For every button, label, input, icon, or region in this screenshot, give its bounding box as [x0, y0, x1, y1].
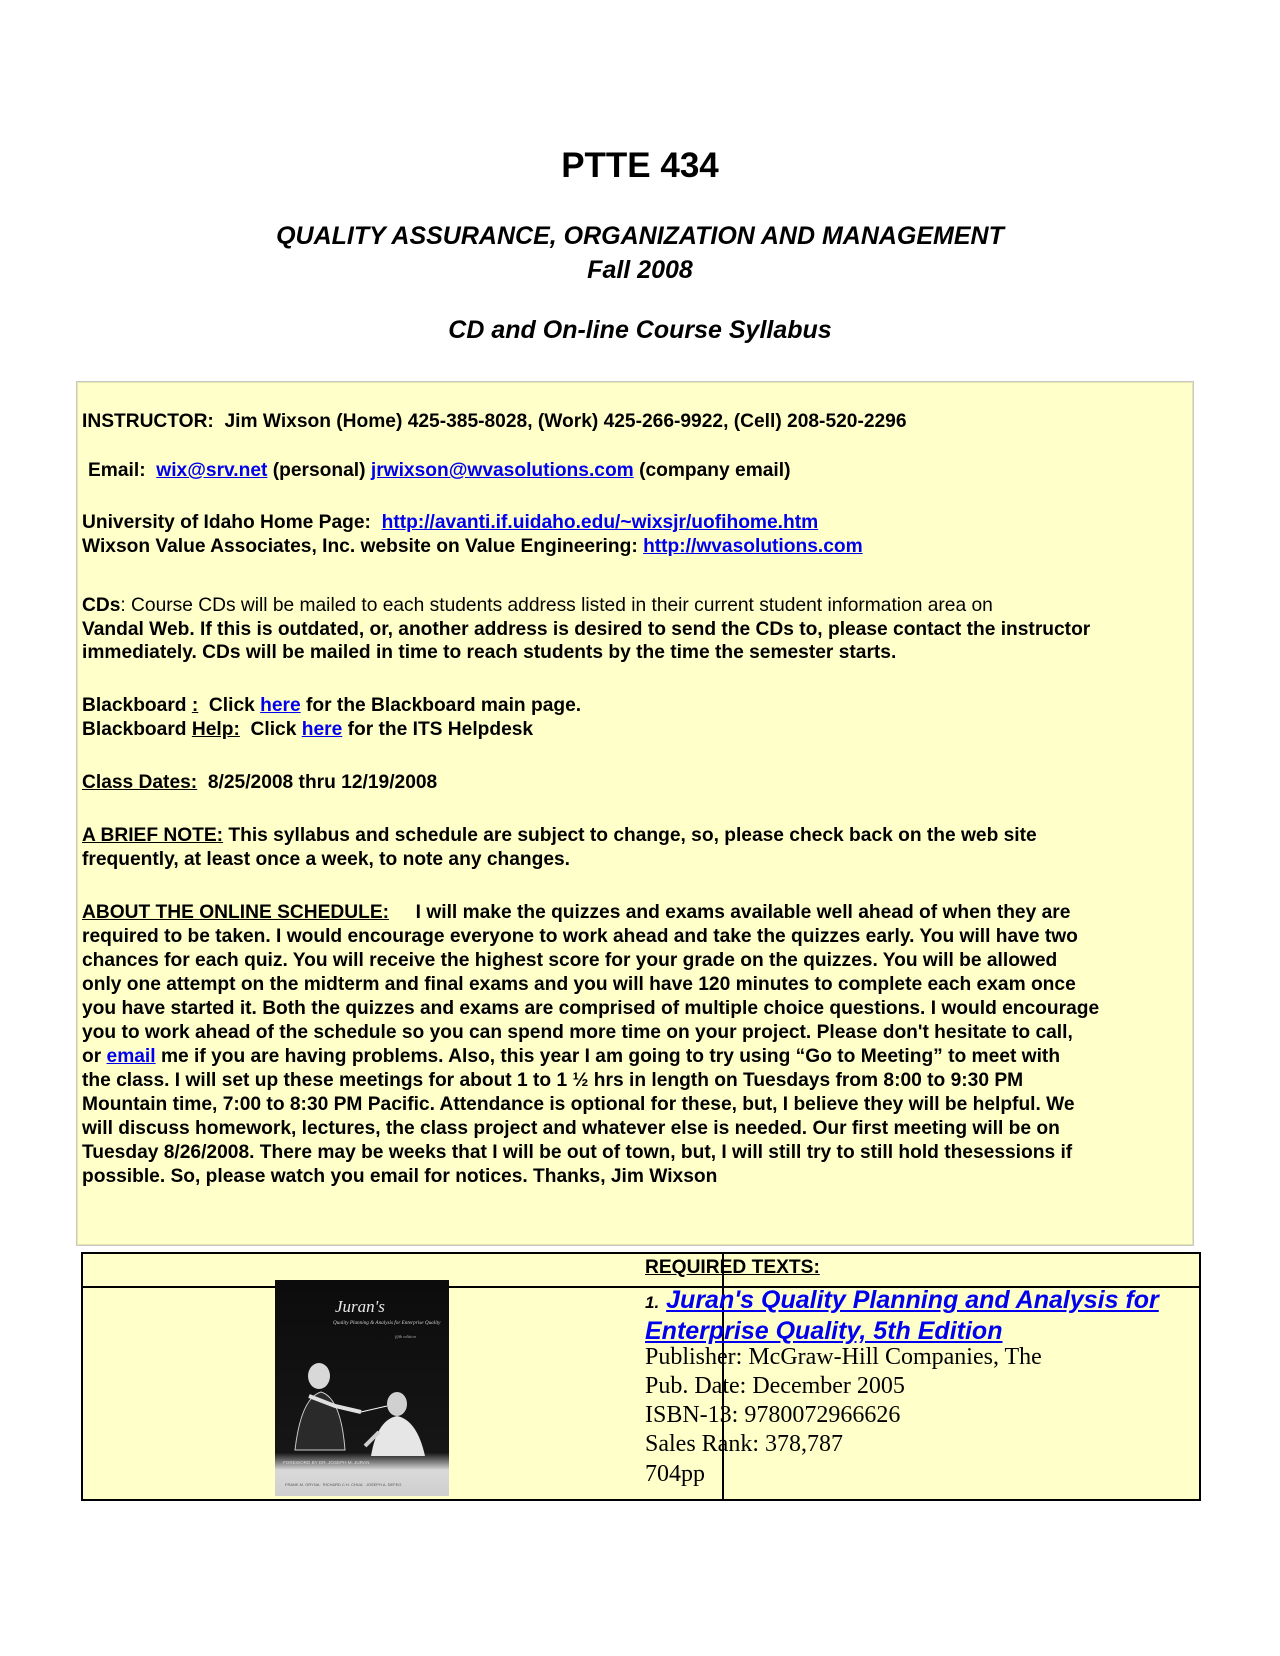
cds-text-1: : Course CDs will be mailed to each students address listed in their current student information area on	[120, 595, 993, 616]
cds-line-2: Vandal Web. If this is outdated, or, another address is desired to send the CDs to, please contact the instructor	[82, 619, 1091, 640]
schedule-email-link[interactable]: email	[106, 1046, 156, 1067]
brief-note-line-1	[82, 824, 1190, 848]
cover-edition: fifth edition	[395, 1334, 416, 1339]
wva-website-line	[82, 535, 1190, 559]
instructor-details: Jim Wixson (Home) 425-385-8028, (Work) 425-266-9922, (Cell) 208-520-2296	[224, 411, 907, 432]
cover-title-script: Juran's	[335, 1297, 385, 1316]
schedule-after-email: me if you are having problems. Also, this year I am going to try using “Go to Meeting” to meet with	[160, 1046, 1061, 1067]
schedule-line-9: Mountain time, 7:00 to 8:30 PM Pacific. Attendance is optional for these, but, I believe they will be helpful. We	[82, 1094, 1075, 1115]
book-sales-rank: Sales Rank: 378,787	[645, 1431, 843, 1457]
cover-figure-right	[365, 1392, 425, 1456]
schedule-line-5: you have started it. Both the quizzes and exams are comprised of multiple choice questions. I would encourage	[82, 998, 1100, 1019]
book-cover-art	[275, 1280, 449, 1496]
schedule-line-10: will discuss homework, lectures, the class project and whatever else is needed. Our first meeting will be on	[82, 1118, 1060, 1139]
instructor-line	[82, 410, 1190, 434]
brief-note-text-1: This syllabus and schedule are subject to change, so, please check back on the web site	[228, 825, 1037, 846]
blackboard-help-text: for the ITS Helpdesk	[347, 719, 534, 740]
book-pages: 704pp	[645, 1461, 705, 1487]
book-pub-date: Pub. Date: December 2005	[645, 1373, 905, 1399]
blackboard-help-label: Help:	[191, 719, 240, 740]
cds-label: CDs	[82, 595, 121, 616]
course-name: QUALITY ASSURANCE, ORGANIZATION AND MANAGEMENT	[276, 222, 1004, 250]
schedule-or: or	[82, 1046, 102, 1067]
cover-foreword: FOREWORD BY DR. JOSEPH M. JURAN	[283, 1460, 370, 1465]
blackboard-help-line	[82, 718, 1190, 742]
blackboard-click: Click	[208, 695, 255, 716]
schedule-line-6: you to work ahead of the schedule so you can spend more time on your project. Please don't hesitate to call,	[82, 1022, 1073, 1043]
blackboard-line	[82, 694, 1190, 718]
required-texts-header: REQUIRED TEXTS:	[645, 1257, 820, 1278]
schedule-line-8: the class. I will set up these meetings for about 1 to 1 ½ hrs in length on Tuesdays from 8:00 to 9:30 PM	[82, 1070, 1024, 1091]
schedule-label: ABOUT THE ONLINE SCHEDULE:	[82, 902, 389, 923]
book-isbn: ISBN-13: 9780072966626	[645, 1402, 901, 1428]
uofi-homepage-line	[82, 511, 1190, 535]
class-dates-line	[82, 771, 1190, 795]
cds-line-1	[82, 594, 1190, 618]
instructor-label: INSTRUCTOR:	[82, 411, 214, 432]
blackboard-colon: :	[191, 695, 199, 716]
schedule-line-11: Tuesday 8/26/2008. There may be weeks that I will be out of town, but, I will still try to still hold thesessions if	[82, 1142, 1073, 1163]
schedule-line-2: required to be taken. I would encourage everyone to work ahead and take the quizzes early. You will have two	[82, 926, 1078, 947]
uofi-link[interactable]: http://avanti.if.uidaho.edu/~wixsjr/uofihome.htm	[381, 512, 819, 533]
its-helpdesk-link[interactable]: here	[301, 719, 343, 740]
schedule-line-3: chances for each quiz. You will receive the highest score for your grade on the quizzes. You will be allowed	[82, 950, 1058, 971]
book-cover-image	[275, 1280, 449, 1496]
class-dates-value: 8/25/2008 thru 12/19/2008	[207, 772, 438, 793]
book-title-line	[645, 1286, 1195, 1346]
brief-note-line-2: frequently, at least once a week, to note any changes.	[82, 849, 571, 870]
cds-line-3: immediately. CDs will be mailed in time to reach students by the time the semester starts.	[82, 642, 897, 663]
blackboard-help-label-prefix: Blackboard	[82, 719, 187, 740]
blackboard-main-link[interactable]: here	[260, 695, 301, 716]
cover-authors: FRANK M. GRYNA · RICHARD C.H. CHUA · JOSEPH A. DEFEO	[285, 1482, 402, 1487]
blackboard-label: Blackboard	[82, 695, 187, 716]
schedule-line-7	[82, 1045, 1190, 1069]
uofi-label: University of Idaho Home Page:	[82, 512, 371, 533]
schedule-text-1: I will make the quizzes and exams available well ahead of when they are	[415, 902, 1071, 923]
brief-note-label: A BRIEF NOTE:	[82, 825, 224, 846]
blackboard-main-text: for the Blackboard main page.	[306, 695, 582, 716]
course-code: PTTE 434	[561, 146, 719, 185]
email-line	[88, 459, 1196, 483]
email-label: Email:	[88, 460, 146, 481]
schedule-line-12: possible. So, please watch you email for notices. Thanks, Jim Wixson	[82, 1166, 718, 1187]
schedule-line-4: only one attempt on the midterm and final exams and you will have 120 minutes to complete each exam once	[82, 974, 1076, 995]
personal-email-note: (personal)	[272, 460, 366, 481]
class-dates-label: Class Dates:	[82, 772, 198, 793]
syllabus-type: CD and On-line Course Syllabus	[448, 316, 832, 344]
book-title-link[interactable]: Juran's Quality Planning and Analysis for Enterprise Quality, 5th Edition	[645, 1286, 1159, 1345]
schedule-line-1	[82, 901, 1190, 925]
personal-email-link[interactable]: wix@srv.net	[156, 460, 268, 481]
wva-link[interactable]: http://wvasolutions.com	[643, 536, 863, 557]
book-number: 1.	[645, 1293, 660, 1312]
company-email-note: (company email)	[639, 460, 791, 481]
book-publisher: Publisher: McGraw-Hill Companies, The	[645, 1344, 1042, 1370]
term: Fall 2008	[587, 256, 693, 284]
blackboard-help-click: Click	[250, 719, 297, 740]
cover-subtitle: Quality Planning & Analysis for Enterprise Quality	[333, 1320, 441, 1326]
wva-label: Wixson Value Associates, Inc. website on Value Engineering:	[82, 536, 638, 557]
company-email-link[interactable]: jrwixson@wvasolutions.com	[370, 460, 634, 481]
